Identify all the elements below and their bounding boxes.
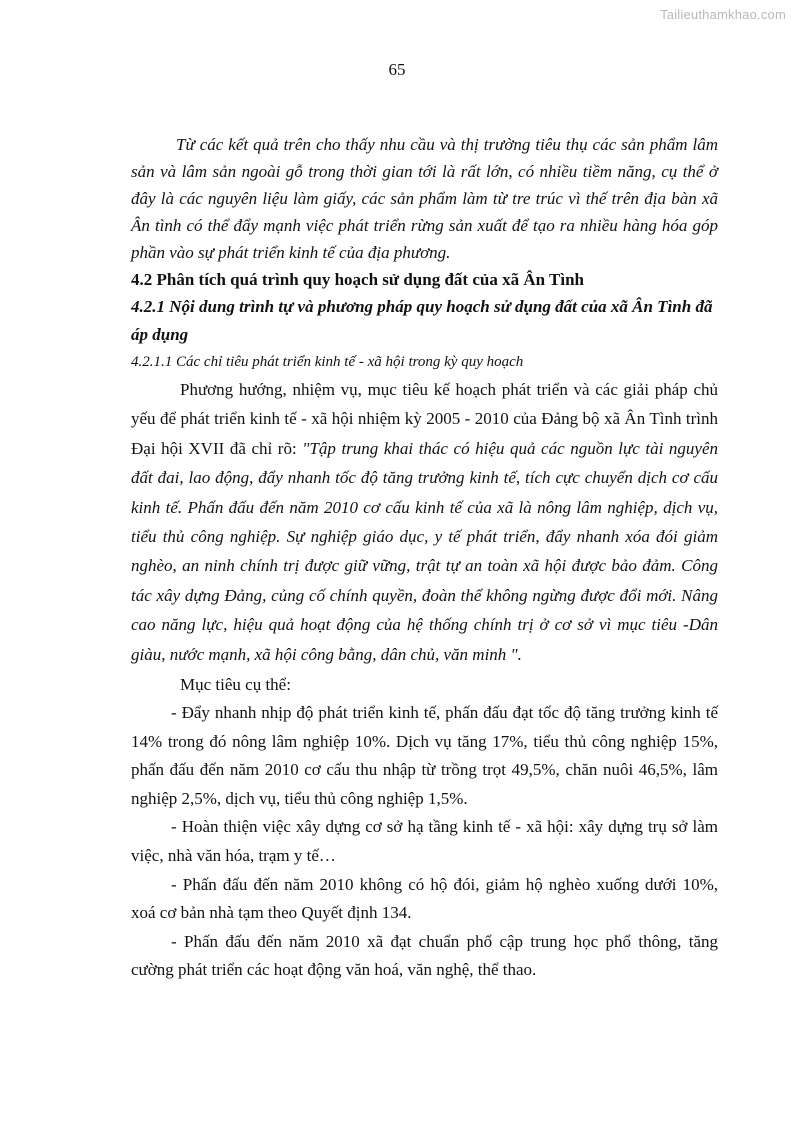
subsubsection-heading: 4.2.1.1 Các chỉ tiêu phát triển kinh tế - xã hội trong kỳ quy hoạch (131, 354, 524, 370)
body-paragraph (131, 375, 718, 669)
target-item-1: - Đẩy nhanh nhịp độ phát triển kinh tế, phấn đấu đạt tốc độ tăng trưởng kinh tế 14% trong đó nông lâm nghiệp 10%. Dịch vụ tăng 17%, tiểu thủ công nghiệp 15%, phấn đấu đến năm 2010 cơ cấu thu nhập từ trồng trọt 49,5%, chăn nuôi 46,5%, lâm nghiệp 2,5%, dịch vụ, tiểu thủ công nghiệp 1,5%. (131, 703, 718, 808)
subsection-heading: 4.2.1 Nội dung trình tự và phương pháp quy hoạch sử dụng đất của xã Ân Tình đã áp dụng (131, 297, 713, 344)
target-item-2: - Hoàn thiện việc xây dựng cơ sở hạ tầng kinh tế - xã hội: xây dựng trụ sở làm việc, nhà văn hóa, trạm y tế… (131, 817, 718, 866)
target-item-3: - Phấn đấu đến năm 2010 không có hộ đói, giảm hộ nghèo xuống dưới 10%, xoá cơ bản nhà tạm theo Quyết định 134. (131, 874, 718, 923)
page-number: 65 (388, 60, 406, 79)
body-paragraph-quote: "Tập trung khai thác có hiệu quả các nguồn lực tài nguyên đất đai, lao động, đẩy nhanh tốc độ tăng trưởng kinh tế, tích cực chuyển dịch cơ cấu kinh tế. Phấn đấu đến năm 2010 cơ cấu kinh tế của xã là nông lâm nghiệp, dịch vụ, tiểu thủ công nghiệp. Sự nghiệp giáo dục, y tế phát triển, đẩy nhanh xóa đói giảm nghèo, an ninh chính trị được giữ vững, trật tự an toàn xã hội được bảo đảm. Công tác xây dựng Đảng, củng cố chính quyền, đoàn thể không ngừng được đổi mới. Nâng cao năng lực, hiệu quả hoạt động của hệ thống chính trị ở cơ sở vì mục tiêu -Dân giàu, nước mạnh, xã hội công bằng, dân chủ, văn minh ". (131, 438, 719, 664)
targets-heading: Mục tiêu cụ thể: (180, 675, 291, 695)
target-item-4: - Phấn đấu đến năm 2010 xã đạt chuẩn phổ cập trung học phổ thông, tăng cường phát triển các hoạt động văn hoá, văn nghệ, thể thao. (131, 931, 718, 980)
document-body (131, 131, 718, 985)
body-paragraph-lead: Phương hướng, nhiệm vụ, mục tiêu kế hoạch phát triển và các giải pháp chủ yếu để phát triển kinh tế - xã hội nhiệm kỳ 2005 - 2010 của Đảng bộ xã Ân Tình trình Đại hội XVII đã chỉ rõ: (131, 380, 718, 458)
intro-paragraph: Từ các kết quả trên cho thấy nhu cầu và thị trường tiêu thụ các sản phẩm lâm sản và lâm sản ngoài gỗ trong thời gian tới là rất lớn, có nhiều tiềm năng, cụ thể ở đây là các nguyên liệu làm giấy, các sản phẩm làm từ tre trúc vì thế trên địa bàn xã Ân tình có thể đẩy mạnh việc phát triển rừng sản xuất để tạo ra nhiều hàng hóa góp phần vào sự phát triển kinh tế của địa phương. (131, 135, 718, 262)
section-heading: 4.2 Phân tích quá trình quy hoạch sử dụng đất của xã Ân Tình (131, 270, 584, 289)
watermark: Tailieuthamkhao.com (660, 7, 786, 22)
